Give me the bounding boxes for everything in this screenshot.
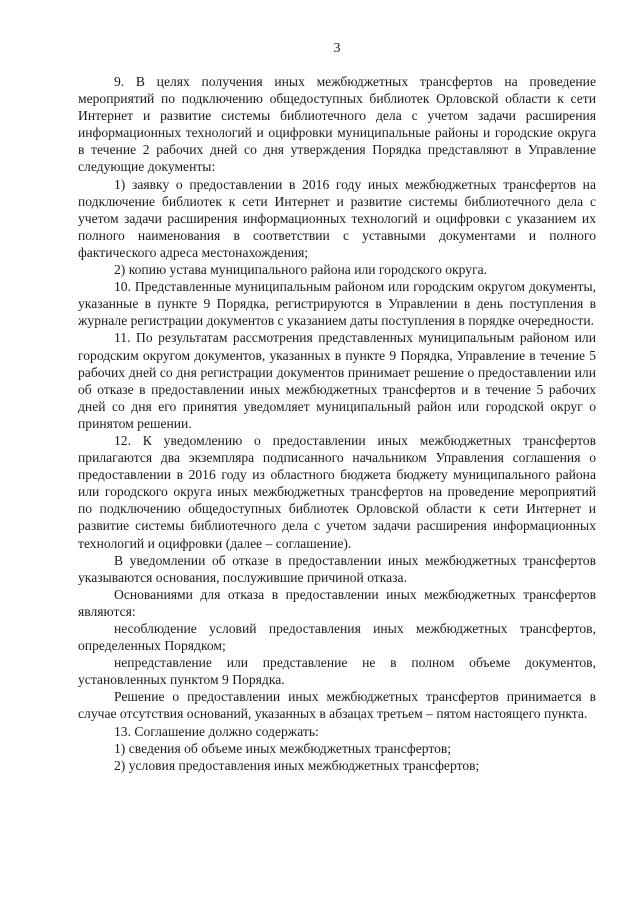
- paragraph-11: 11. По результатам рассмотрения представленных муниципальным районом или городским округом документов, указанных в пункте 9 Порядка, Управление в течение 5 рабочих дней со дня регистрации документов принимает решение о предоставлении или об отказе в предоставлении иных межбюджетных трансфертов и в течение 5 рабочих дней со дня его принятия уведомляет муниципальный район или городской округ о принятом решении.: [78, 330, 596, 431]
- paragraph-12-ground-1: несоблюдение условий предоставления иных межбюджетных трансфертов, определенных Порядком;: [78, 621, 596, 654]
- paragraph-13: 13. Соглашение должно содержать:: [114, 723, 319, 739]
- paragraph-12-refusal-notice: В уведомлении об отказе в предоставлении иных межбюджетных трансфертов указываются основания, послужившие причиной отказа.: [78, 552, 596, 585]
- paragraph-12-refusal-grounds: Основаниями для отказа в предоставлении иных межбюджетных трансфертов являются:: [78, 586, 596, 619]
- paragraph-9: 9. В целях получения иных межбюджетных трансфертов на проведение мероприятий по подключению общедоступных библиотек Орловской области к сети Интернет и развитие системы библиотечного дела с учетом задачи расширения информационных технологий и оцифровки муниципальные районы и городские округа в течение 2 рабочих дней со дня утверждения Порядка представляют в Управление следующие документы:: [78, 74, 596, 175]
- paragraph-12: 12. К уведомлению о предоставлении иных межбюджетных трансфертов прилагаются два экземпляра подписанного начальником Управления соглашения о предоставлении в 2016 году из областного бюджета бюджету муниципального района или городского округа иных межбюджетных трансфертов на проведение мероприятий по подключению общедоступных библиотек Орловской области к сети Интернет и развитие системы библиотечного дела с учетом задачи расширения информационных технологий и оцифровки (далее – соглашение).: [78, 432, 596, 551]
- paragraph-9-item-2: 2) копию устава муниципального района или городского округа.: [114, 262, 488, 278]
- paragraph-12-decision: Решение о предоставлении иных межбюджетных трансфертов принимается в случае отсутствия оснований, указанных в абзацах третьем – пятом настоящего пункта.: [78, 689, 596, 722]
- paragraph-13-item-2: 2) условия предоставления иных межбюджетных трансфертов;: [114, 757, 480, 773]
- paragraph-9-item-1: 1) заявку о предоставлении в 2016 году иных межбюджетных трансфертов на подключение библиотек к сети Интернет и развитие системы библиотечного дела с учетом задачи расширения информационных технологий и оцифровки с указанием их полного наименования в соответствии с уставными документами и полного фактического адреса местонахождения;: [78, 176, 596, 260]
- paragraph-13-item-1: 1) сведения об объеме иных межбюджетных трансфертов;: [114, 740, 452, 756]
- page-number: 3: [333, 41, 341, 56]
- paragraph-10: 10. Представленные муниципальным районом или городским округом документы, указанные в пункте 9 Порядка, регистрируются в Управлении в день поступления в журнале регистрации документов с указанием даты поступления в порядке очередности.: [78, 279, 596, 329]
- paragraph-12-ground-2: непредставление или представление не в полном объеме документов, установленных пунктом 9 Порядка.: [78, 655, 596, 688]
